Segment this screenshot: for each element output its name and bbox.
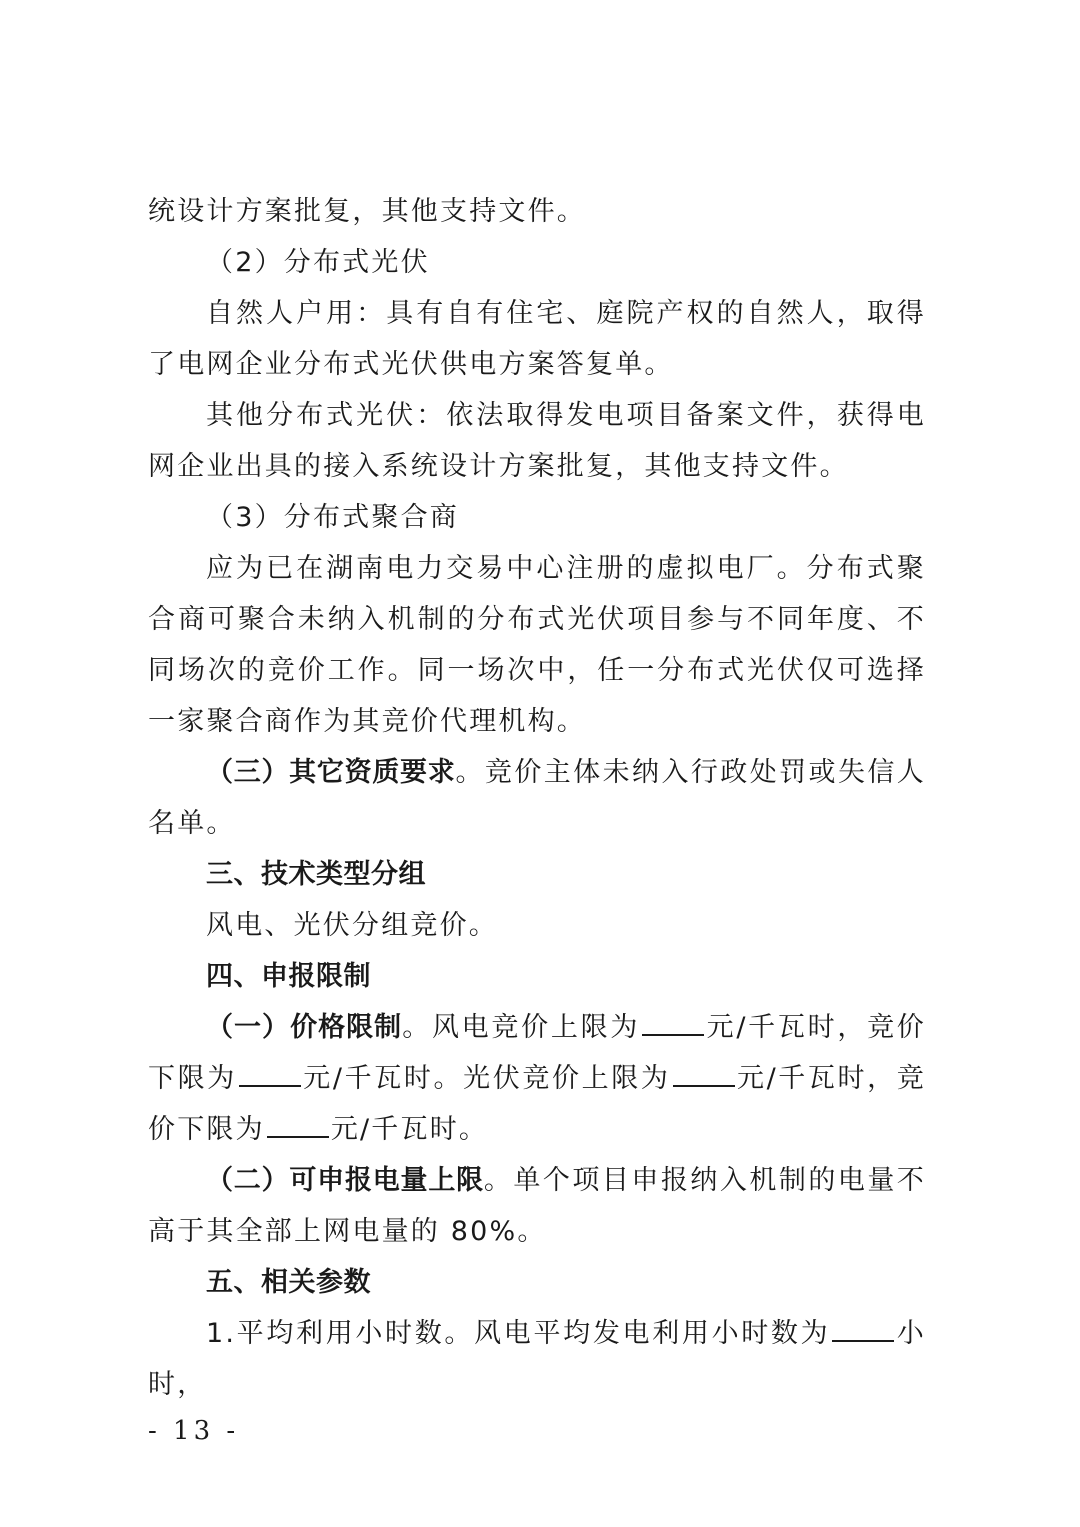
paragraph-text: 元/千瓦时，竞价下限为: [148, 1012, 926, 1094]
fill-in-blank: [642, 1010, 704, 1036]
section-heading: 三、技术类型分组: [206, 859, 426, 890]
section-heading: 五、相关参数: [206, 1267, 371, 1298]
paragraph: [148, 186, 926, 237]
paragraph: [148, 1155, 926, 1257]
paragraph-text: 。竞价主体未纳入行政处罚或失信人名单。: [148, 757, 927, 839]
section-heading: （一）价格限制: [206, 1012, 403, 1043]
section-heading: （二）可申报电量上限: [206, 1165, 484, 1196]
fill-in-blank: [267, 1112, 329, 1138]
paragraph-text: 统设计方案批复，其他支持文件。: [148, 196, 586, 227]
page-number: - 13 -: [148, 1416, 240, 1446]
paragraph: [148, 492, 926, 543]
paragraph: [148, 849, 926, 900]
paragraph-text: 小时，: [148, 1318, 926, 1400]
paragraph-text: 风电、光伏分组竞价。: [206, 910, 498, 941]
paragraph-text: 应为已在湖南电力交易中心注册的虚拟电厂。分布式聚合商可聚合未纳入机制的分布式光伏项目参与不同年度、不同场次的竞价工作。同一场次中，任一分布式光伏仅可选择一家聚合商作为其竞价代理机构。: [148, 553, 926, 737]
paragraph-text: 元/千瓦时。光伏竞价上限为: [302, 1063, 671, 1094]
paragraph: [148, 288, 926, 390]
paragraph-text: 。单个项目申报纳入机制的电量不高于其全部上网电量的 80%。: [148, 1165, 927, 1247]
document-body: [148, 186, 926, 1410]
paragraph: [148, 1002, 926, 1155]
paragraph: [148, 543, 926, 747]
section-heading: （三）其它资质要求: [206, 757, 456, 788]
paragraph-text: （2）分布式光伏: [206, 247, 430, 278]
paragraph: [148, 900, 926, 951]
fill-in-blank: [832, 1316, 894, 1342]
paragraph-text: （3）分布式聚合商: [206, 502, 459, 533]
section-heading: 四、申报限制: [206, 961, 371, 992]
paragraph-text: 。风电竞价上限为: [402, 1012, 641, 1043]
paragraph-text: 其他分布式光伏：依法取得发电项目备案文件，获得电网企业出具的接入系统设计方案批复，其他支持文件。: [148, 400, 926, 482]
paragraph-text: 1.平均利用小时数。风电平均发电利用小时数为: [206, 1318, 831, 1349]
paragraph-text: 自然人户用：具有自有住宅、庭院产权的自然人，取得了电网企业分布式光伏供电方案答复单。: [148, 298, 926, 380]
paragraph: [148, 747, 926, 849]
paragraph: [148, 1257, 926, 1308]
fill-in-blank: [239, 1061, 301, 1087]
paragraph-text: 元/千瓦时，竞价下限为: [148, 1063, 926, 1145]
paragraph: [148, 1308, 926, 1410]
paragraph: [148, 237, 926, 288]
paragraph-text: 元/千瓦时。: [330, 1114, 489, 1145]
paragraph: [148, 951, 926, 1002]
paragraph: [148, 390, 926, 492]
fill-in-blank: [673, 1061, 735, 1087]
